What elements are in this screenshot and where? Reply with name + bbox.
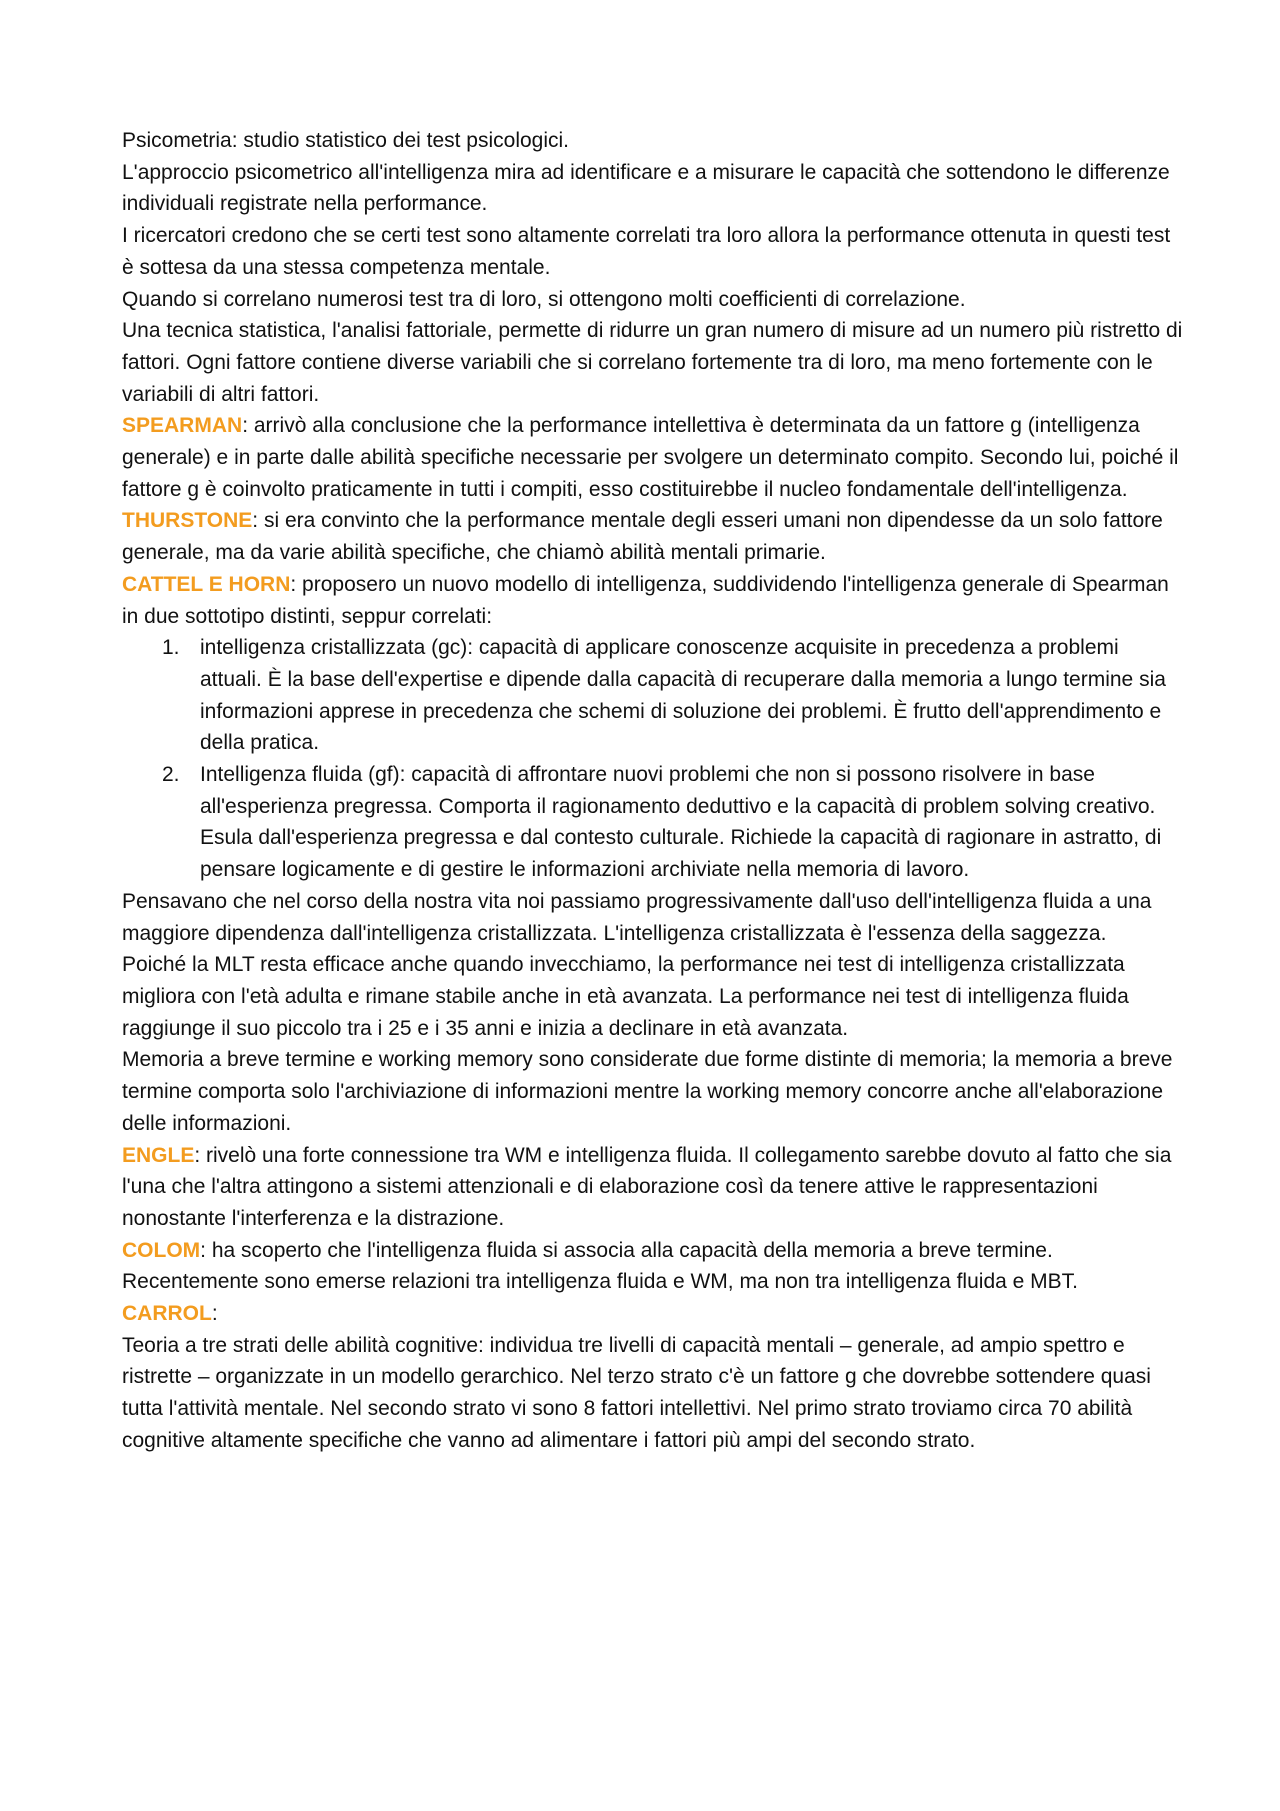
list-item: [162, 632, 1184, 759]
paragraph-pensavano: Pensavano che nel corso della nostra vita noi passiamo progressivamente dall'uso dell'intelligenza fluida a una maggiore dipendenza dall'intelligenza cristallizzata. L'intelligenza cristallizzata è l'essenza della saggezza.: [122, 889, 1152, 945]
keyword-cattel-horn: CATTEL E HORN: [122, 572, 291, 596]
numbered-list: [122, 632, 1184, 886]
paragraph-mlt: Poiché la MLT resta efficace anche quando invecchiamo, la performance nei test di intelligenza cristallizzata migliora con l'età adulta e rimane stabile anche in età avanzata. La performance nei test di intelligenza fluida raggiunge il suo piccolo tra i 25 e i 35 anni e inizia a declinare in età avanzata.: [122, 953, 1129, 1040]
paragraph-correlazione: Quando si correlano numerosi test tra di loro, si ottengono molti coefficienti di correlazione.: [122, 287, 966, 311]
paragraph-psicometria: Psicometria: studio statistico dei test psicologici.: [122, 129, 570, 152]
list-item-text: Intelligenza fluida (gf): capacità di affrontare nuovi problemi che non si possono risolvere in base all'esperienza pregressa. Comporta il ragionamento deduttivo e la capacità di problem solving creativo. Esula dall'esperienza pregressa e dal contesto culturale. Richiede la capacità di ragionare in astratto, di pensare logicamente e di gestire le informazioni archiviate nella memoria di lavoro.: [200, 763, 1162, 882]
text-carrol-colon: :: [211, 1302, 218, 1326]
paragraph-spearman: [122, 410, 1184, 505]
list-item-text: intelligenza cristallizzata (gc): capacità di applicare conoscenze acquisite in precedenza a problemi attuali. È la base dell'expertise e dipende dalla capacità di recuperare dalla memoria a lungo termine sia informazioni apprese in precedenza che schemi di soluzione dei problemi. È frutto dell'apprendimento e della pratica.: [200, 636, 1166, 755]
paragraph-carrol-body: Teoria a tre strati delle abilità cognitive: individua tre livelli di capacità mentali – generale, ad ampio spettro e ristrette – organizzate in un modello gerarchico. Nel terzo strato c'è un fattore g che dovrebbe sottendere quasi tutta l'attività mentale. Nel secondo strato vi sono 8 fattori intellettivi. Nel primo strato troviamo circa 70 abilità cognitive altamente specifiche che vanno ad alimentare i fattori più ampi del secondo strato.: [122, 1333, 1151, 1452]
keyword-carrol: CARROL: [122, 1302, 212, 1326]
text-cattel-horn: : proposero un nuovo modello di intelligenza, suddividendo l'intelligenza generale di Spearman in due sottotipo distinti, seppur correlati:: [122, 572, 1169, 628]
text-thurstone: : si era convinto che la performance mentale degli esseri umani non dipendesse da un solo fattore generale, ma da varie abilità specifiche, che chiamò abilità mentali primarie.: [122, 509, 1163, 565]
keyword-thurstone: THURSTONE: [122, 509, 253, 533]
document-page: [122, 125, 1184, 1457]
paragraph-ricercatori: I ricercatori credono che se certi test sono altamente correlati tra loro allora la performance ottenuta in questi test è sottesa da una stessa competenza mentale.: [122, 224, 1171, 279]
paragraph-engle: [122, 1140, 1184, 1235]
paragraph-cattel-horn: [122, 569, 1184, 632]
keyword-spearman: SPEARMAN: [122, 414, 243, 438]
paragraph-approccio: L'approccio psicometrico all'intelligenza mira ad identificare e a misurare le capacità che sottendono le differenze individuali registrate nella performance.: [122, 160, 1170, 216]
list-item: [162, 759, 1184, 886]
paragraph-carrol-heading: [122, 1298, 1184, 1330]
paragraph-memoria: Memoria a breve termine e working memory sono considerate due forme distinte di memoria; la memoria a breve termine comporta solo l'archiviazione di informazioni mentre la working memory concorre anche all'elaborazione delle informazioni.: [122, 1048, 1173, 1135]
text-colom: : ha scoperto che l'intelligenza fluida si associa alla capacità della memoria a breve termine. Recentemente sono emerse relazioni tra intelligenza fluida e WM, ma non tra intelligenza fluida e MBT.: [122, 1238, 1078, 1294]
list-number: 2.: [162, 763, 180, 787]
text-spearman: : arrivò alla conclusione che la performance intellettiva è determinata da un fattore g (intelligenza generale) e in parte dalle abilità specifiche necessarie per svolgere un determinato compito. Secondo lui, poiché il fattore g è coinvolto praticamente in tutti i compiti, esso costituirebbe il nucleo fondamentale dell'intelligenza.: [122, 414, 1179, 501]
paragraph-thurstone: [122, 505, 1184, 568]
text-engle: : rivelò una forte connessione tra WM e intelligenza fluida. Il collegamento sarebbe dovuto al fatto che sia l'una che l'altra attingono a sistemi attenzionali e di elaborazione così da tenere attive le rappresentazioni nonostante l'interferenza e la distrazione.: [122, 1143, 1172, 1230]
paragraph-colom: [122, 1235, 1184, 1298]
keyword-engle: ENGLE: [122, 1143, 195, 1167]
list-number: 1.: [162, 636, 180, 660]
paragraph-analisi-fattoriale: Una tecnica statistica, l'analisi fattoriale, permette di ridurre un gran numero di misure ad un numero più ristretto di fattori. Ogni fattore contiene diverse variabili che si correlano fortemente tra di loro, ma meno fortemente con le variabili di altri fattori.: [122, 319, 1183, 406]
keyword-colom: COLOM: [122, 1238, 201, 1262]
